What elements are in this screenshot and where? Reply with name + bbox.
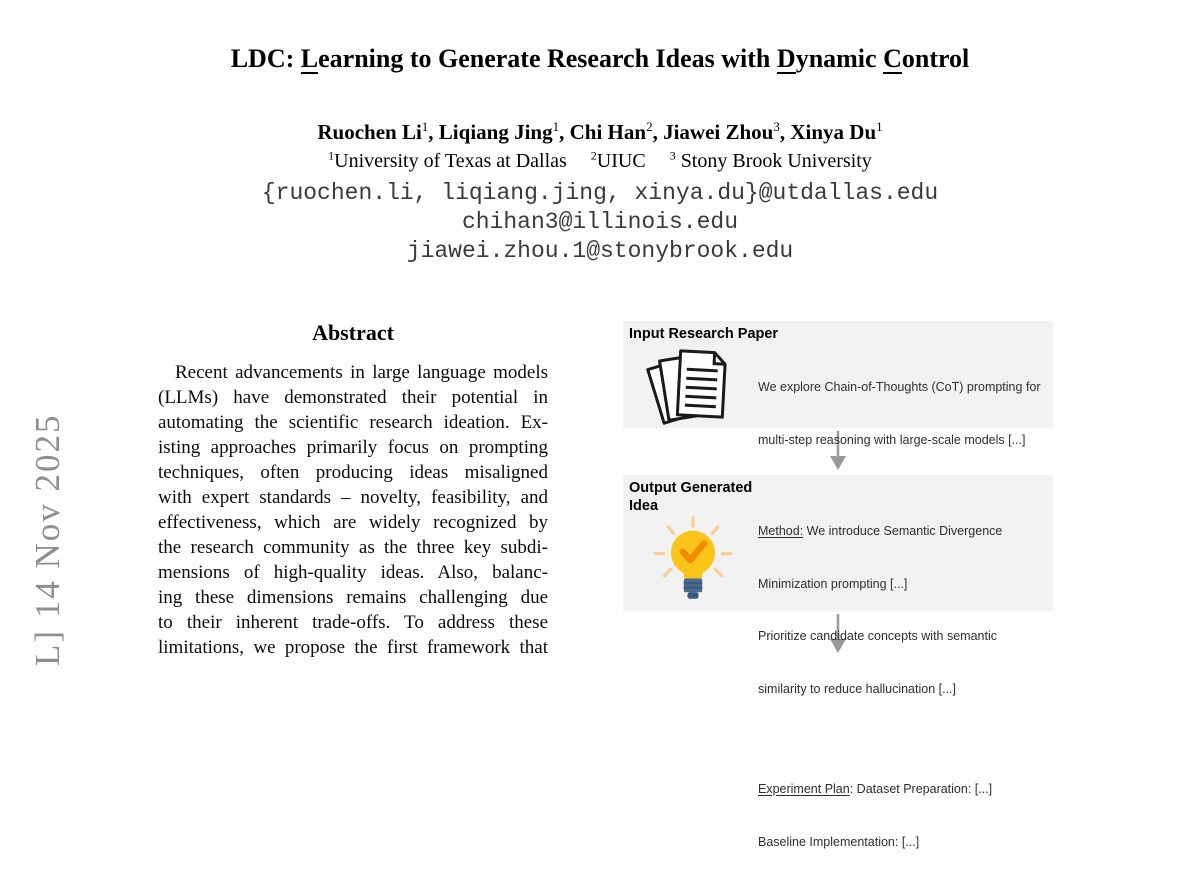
title-seg-2: ynamic [795,44,884,73]
output-text-line: Method: We introduce Semantic Divergence [758,524,1003,538]
affiliation: $^1$University of Texas at Dallas [328,148,567,172]
output-text-line: Minimization prompting [...] [758,576,908,591]
authors-line [0,119,1200,145]
output-text-line: Prioritize candidate concepts with semantic [758,629,998,643]
text-gap [758,733,1002,746]
title-prefix: LDC: [230,44,301,73]
input-box-header: Input Research Paper [629,326,779,342]
email-line: chihan3@illinois.edu [461,209,739,235]
abstract-line: to their inherent trade-offs. To address these [158,612,548,633]
experiment-plan-label: Experiment Plan [758,782,850,796]
abstract-line: automating the scientific research ideation. Ex- [158,412,548,433]
abstract-line: with expert standards – novelty, feasibility, and [158,487,548,508]
papers-stack-icon [643,346,745,433]
method-label: Method: [758,524,804,538]
title-underline-D: D [776,44,796,73]
email-line: jiawei.zhou.1@stonybrook.edu [406,238,794,264]
arxiv-watermark: L] 14 Nov 2025 [28,413,67,666]
title-underline-L: L [300,44,319,73]
abstract-line: isting approaches primarily focus on prompting [158,437,548,458]
abstract-line: the research community as the three key subdi- [158,537,548,558]
emails-block [0,179,1200,266]
email-line: {ruochen.li, liqiang.jing, xinya.du}@utdallas.edu [261,180,939,206]
abstract-line: Recent advancements in large language models [175,362,548,383]
output-text-line: similarity to reduce hallucination [...] [758,681,957,696]
abstract-heading: Abstract [312,320,394,345]
paper-title [0,44,1200,74]
affiliations-line [0,148,1200,173]
author: Ruochen Li$^1$, [317,119,439,144]
input-text-line: We explore Chain-of-Thoughts (CoT) prompting for [758,380,1041,394]
title-seg-3: ontrol [901,44,970,73]
title-seg-1: earning to Generate Research Ideas with [318,44,777,73]
author: Xinya Du$^1$ [790,119,883,144]
output-text-line: Experiment Plan: Dataset Preparation: [...] [758,782,993,796]
input-research-paper-box [623,321,1053,447]
output-generated-idea-box [623,475,1053,849]
output-box-text [758,488,1002,886]
abstract-section [158,320,548,660]
abstract-line: limitations, we propose the first framework that [158,637,548,658]
abstract-line: techniques, often producing ideas misaligned [158,462,548,483]
author: Liqiang Jing$^1$, [438,119,570,144]
abstract-line: effectiveness, which are widely recognized by [158,512,548,533]
abstract-line: ing these dimensions remains challenging due [158,587,548,608]
input-text-line: multi-step reasoning with large-scale models [...] [758,432,1026,447]
title-underline-C: C [883,44,902,73]
affiliation: $^3$ Stony Brook University [669,148,872,172]
author: Chi Han$^2$, [569,119,664,144]
abstract-line: mensions of high-quality ideas. Also, balanc- [158,562,548,583]
abstract-line: (LLMs) have demonstrated their potential in [158,387,548,408]
affiliation: $^2$UIUC [590,148,646,172]
teaser-figure [623,321,1053,849]
author: Jiawei Zhou$^3$, [663,119,791,144]
output-text-line: Baseline Implementation: [...] [758,834,920,849]
lightbulb-icon [647,513,739,614]
output-box-header: Output Generated Idea [629,480,753,514]
